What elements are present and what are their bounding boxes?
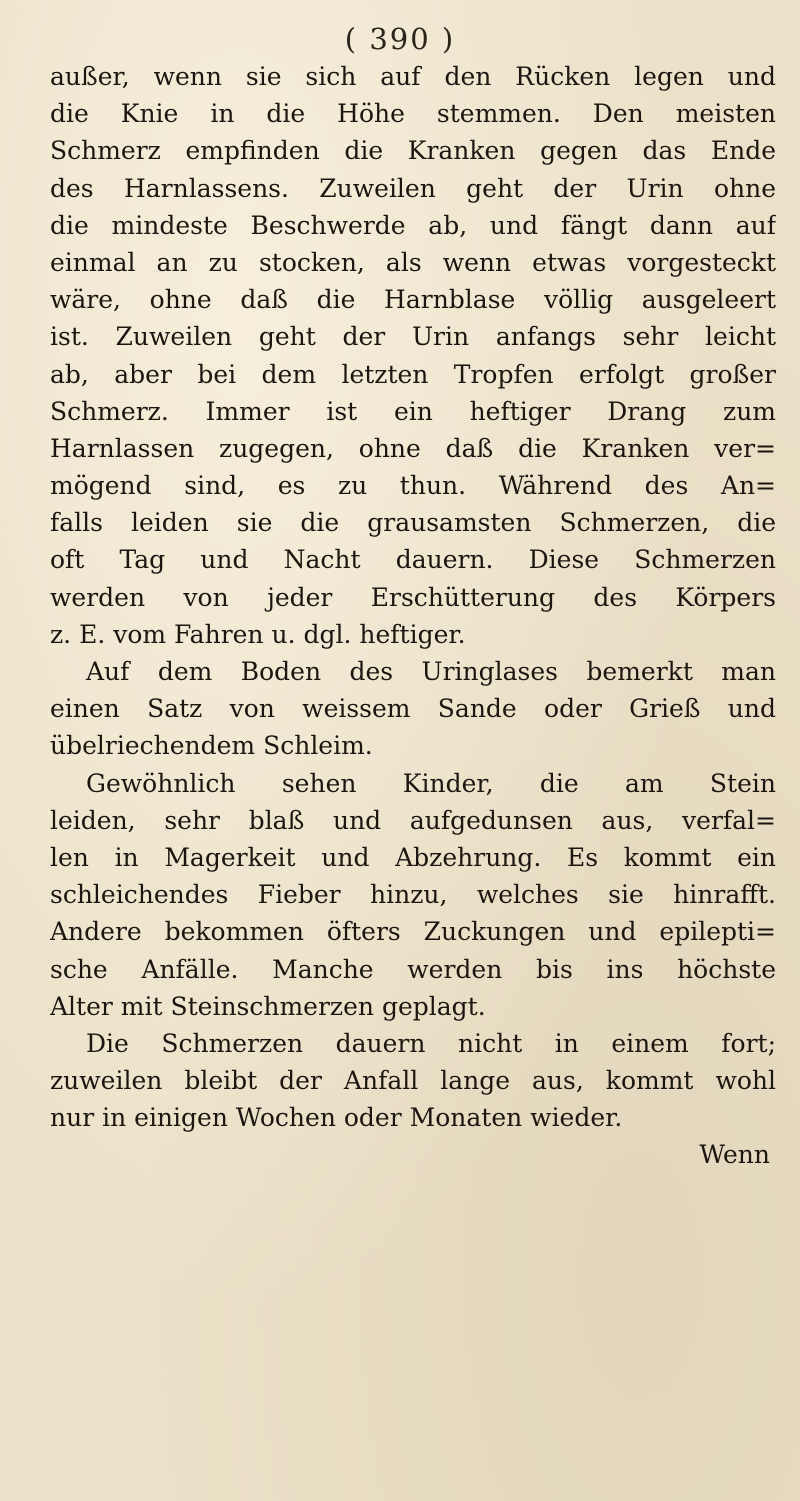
text-line: oft Tag und Nacht dauern. Diese Schmerzen — [50, 545, 776, 575]
page-number: ( 390 ) — [344, 22, 456, 56]
text-line: z. E. vom Fahren u. dgl. heftiger. — [50, 619, 466, 649]
text-line: Die Schmerzen dauern nicht in einem fort; — [86, 1028, 776, 1058]
text-line: werden von jeder Erschütterung des Körpers — [50, 582, 776, 612]
text-line: ist. Zuweilen geht der Urin anfangs sehr leicht — [50, 322, 776, 352]
text-line: Auf dem Boden des Uringlases bemerkt man — [86, 657, 776, 686]
text-line: schleichendes Fieber hinzu, welches sie hinrafft. — [50, 880, 776, 910]
catchword: Wenn — [699, 1140, 770, 1170]
text-line: außer, wenn sie sich auf den Rücken legen und — [50, 62, 776, 91]
text-line: Gewöhnlich sehen Kinder, die am Stein — [86, 768, 776, 798]
text-line: ab, aber bei dem letzten Tropfen erfolgt großer — [50, 359, 776, 389]
text-line: des Harnlassens. Zuweilen geht der Urin ohne — [50, 173, 776, 203]
text-line: falls leiden sie die grausamsten Schmerzen, die — [50, 508, 776, 538]
text-line: die Knie in die Höhe stemmen. Den meisten — [50, 99, 776, 129]
text-line: einmal an zu stocken, als wenn etwas vorgesteckt — [50, 247, 776, 277]
text-line: mögend sind, es zu thun. Während des An= — [50, 471, 776, 501]
body-text — [50, 58, 776, 1174]
text-line: sche Anfälle. Manche werden bis ins höchste — [50, 954, 776, 984]
text-line: wäre, ohne daß die Harnblase völlig ausgeleert — [50, 285, 776, 315]
text-line: Schmerz empfinden die Kranken gegen das Ende — [50, 136, 776, 166]
text-line: len in Magerkeit und Abzehrung. Es kommt ein — [50, 842, 776, 872]
text-line: einen Satz von weissem Sande oder Grieß und — [50, 694, 776, 724]
text-line: Andere bekommen öfters Zuckungen und epilepti= — [50, 917, 776, 947]
text-line: Harnlassen zugegen, ohne daß die Kranken ver= — [50, 433, 776, 463]
text-line: leiden, sehr blaß und aufgedunsen aus, verfal= — [50, 805, 776, 835]
text-line: Schmerz. Immer ist ein heftiger Drang zum — [50, 396, 776, 426]
text-line: zuweilen bleibt der Anfall lange aus, kommt wohl — [50, 1066, 776, 1096]
text-line: Alter mit Steinschmerzen geplagt. — [50, 991, 486, 1021]
text-line: nur in einigen Wochen oder Monaten wieder. — [50, 1103, 623, 1133]
text-line: übelriechendem Schleim. — [50, 731, 373, 761]
text-line: die mindeste Beschwerde ab, und fängt dann auf — [50, 210, 776, 240]
